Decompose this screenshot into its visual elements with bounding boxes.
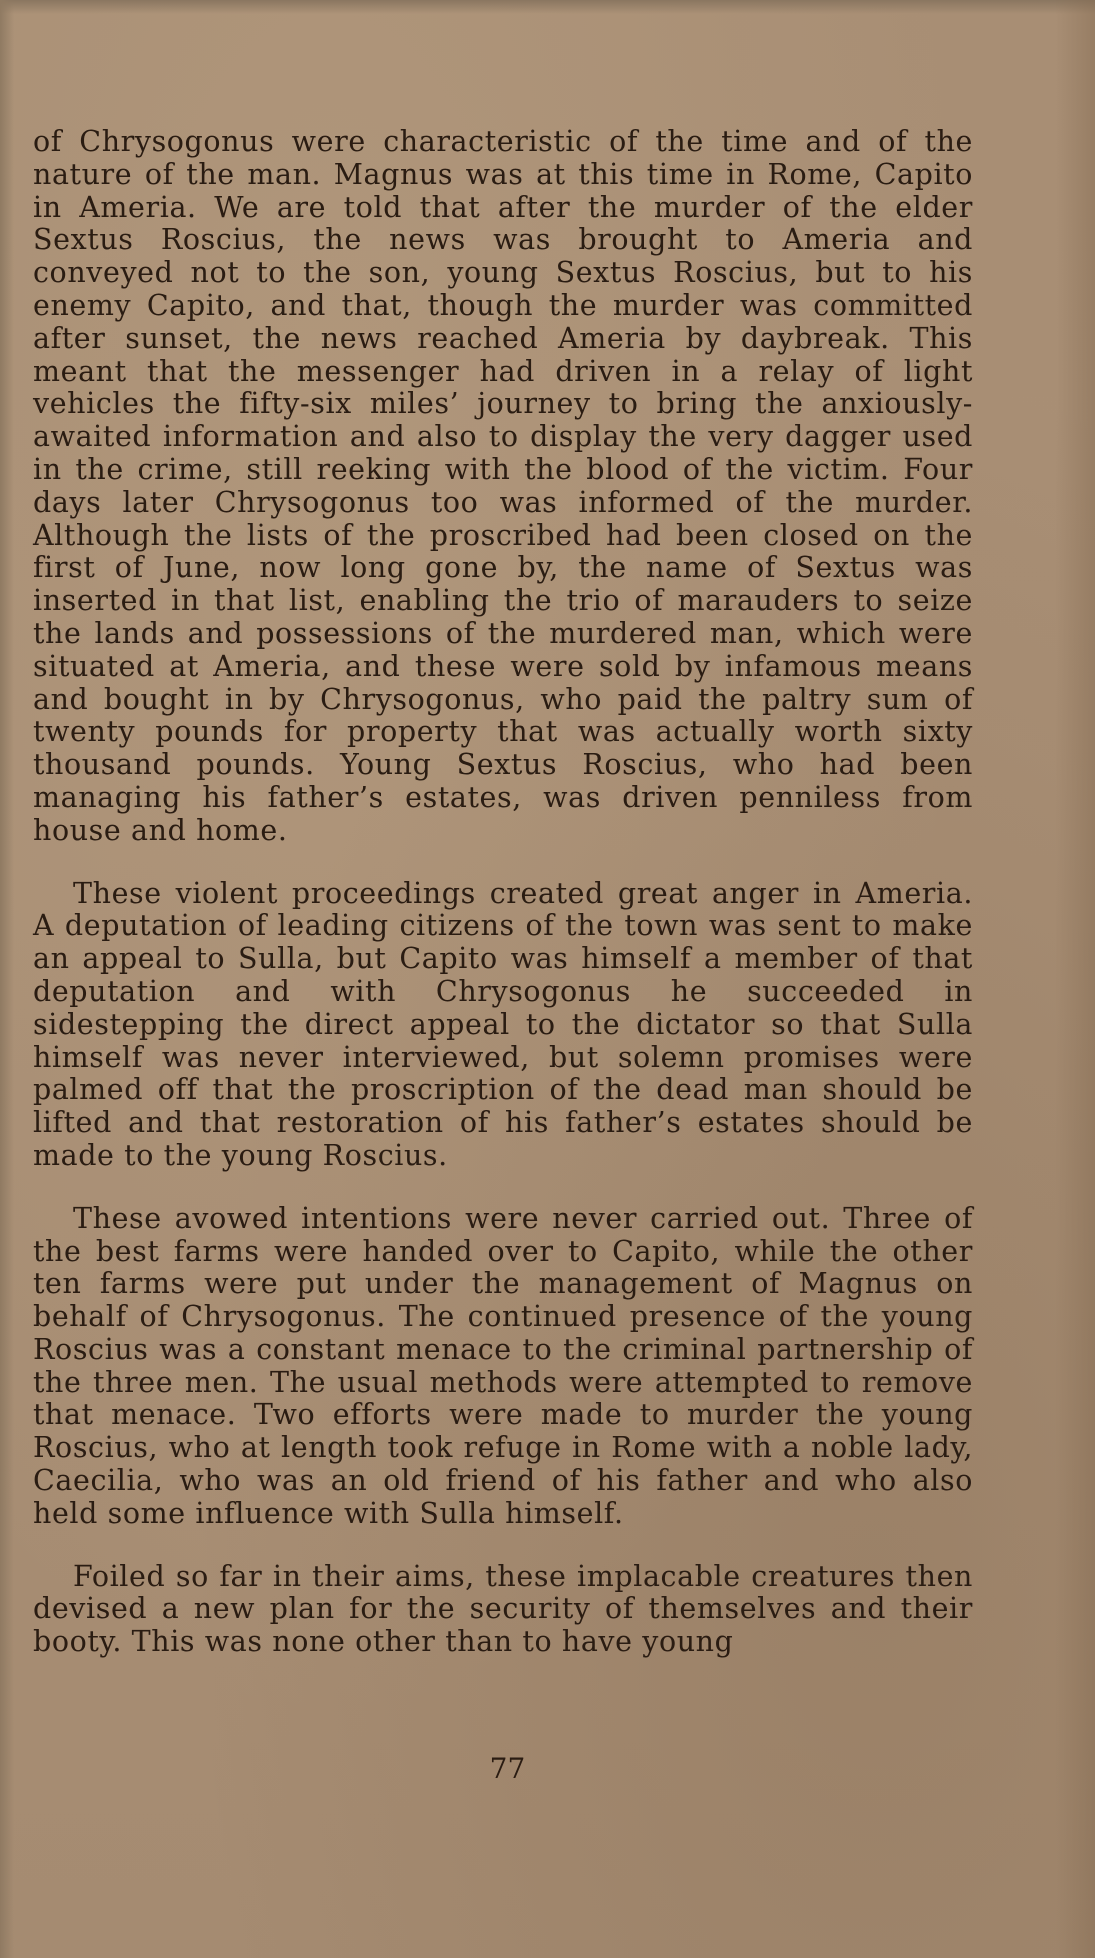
paragraph-3: These avowed intentions were never carried out. Three of the best farms were handed over to Capito, while the other ten farms were put under the management of Magnus on behalf of Chrysogonus. The continued presence of the young Roscius was a constant menace to the criminal partnership of the three men. The usual methods were attempted to remove that menace. Two efforts were made to murder the young Roscius, who at length took refuge in Rome with a noble lady, Caecilia, who was an old friend of his father and who also held some influence with Sulla himself. bbox=[33, 1201, 973, 1530]
paragraph-4: Foiled so far in their aims, these implacable creatures then devised a new plan for the security of themselves and their booty. This was none other than to have young bbox=[33, 1559, 973, 1659]
paragraph-1: of Chrysogonus were characteristic of the time and of the nature of the man. Magnus was at this time in Rome, Capito in Ameria. We are told that after the murder of the elder Sextus Roscius, the news was brought to Ameria and conveyed not to the son, young Sextus Roscius, but to his enemy Capito, and that, though the murder was committed after sunset, the news reached Ameria by daybreak. This meant that the messenger had driven in a relay of light vehicles the fifty-six miles’ journey to bring the anxiously-awaited information and also to display the very dagger used in the crime, still reeking with the blood of the victim. Four days later Chrysogonus too was informed of the murder. Although the lists of the proscribed had been closed on the first of June, now long gone by, the name of Sextus was inserted in that list, enabling the trio of marauders to seize the lands and possessions of the murdered man, which were situated at Ameria, and these were sold by infamous means and bought in by Chrysogonus, who paid the paltry sum of twenty pounds for property that was actually worth sixty thousand pounds. Young Sextus Roscius, who had been managing his father’s estates, was driven penniless from house and home. bbox=[33, 125, 973, 847]
page-right-edge bbox=[1055, 0, 1095, 1958]
page-number: 77 bbox=[489, 1752, 526, 1785]
page-binding-edge bbox=[0, 0, 14, 1958]
body-text bbox=[33, 126, 973, 1689]
paragraph-2: These violent proceedings created great anger in Ameria. A deputation of leading citizens of the town was sent to make an appeal to Sulla, but Capito was himself a member of that deputation and with Chrysogonus he succeeded in sidestepping the direct appeal to the dictator so that Sulla himself was never interviewed, but solemn promises were palmed off that the proscription of the dead man should be lifted and that restoration of his father’s estates should be made to the young Roscius. bbox=[33, 876, 973, 1172]
page-top-edge bbox=[0, 0, 1095, 14]
